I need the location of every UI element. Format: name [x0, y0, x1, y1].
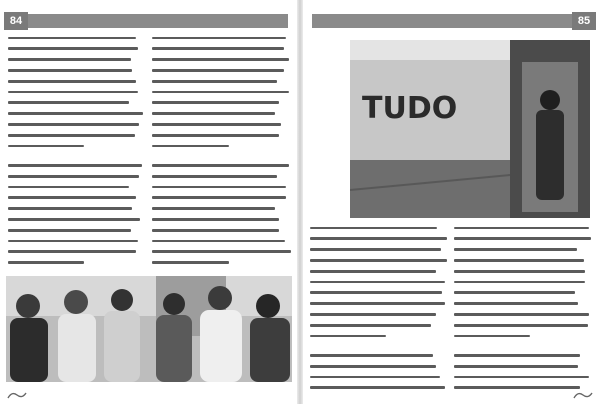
- page-number: 84: [4, 12, 28, 30]
- text-line: [310, 365, 448, 373]
- right-page: [302, 0, 600, 404]
- text-line: [454, 354, 592, 362]
- text-line: [152, 91, 292, 99]
- text-line: [454, 270, 592, 278]
- text-line: [454, 324, 592, 332]
- text-line: [152, 207, 292, 215]
- text-column-1: [8, 34, 146, 272]
- text-line: [8, 69, 146, 77]
- doorway-photo: [350, 40, 590, 218]
- text-line: [152, 164, 292, 172]
- text-line: [310, 386, 448, 394]
- text-line: [152, 37, 292, 45]
- text-line: [152, 196, 292, 204]
- text-line: [152, 261, 292, 269]
- text-line: [152, 229, 292, 237]
- text-line: [152, 112, 292, 120]
- text-line: [310, 237, 448, 245]
- group-photo: [6, 276, 292, 382]
- text-line: [8, 37, 146, 45]
- text-line: [310, 291, 448, 299]
- text-line: [8, 134, 146, 142]
- text-line: [152, 47, 292, 55]
- publication-logo-icon: [572, 390, 594, 400]
- text-line: [8, 164, 146, 172]
- text-line: [8, 229, 146, 237]
- text-line: [310, 354, 448, 362]
- text-line: [8, 186, 146, 194]
- text-line: [310, 281, 448, 289]
- text-column-1: [310, 224, 448, 394]
- text-line: [152, 101, 292, 109]
- text-line: [8, 218, 146, 226]
- text-line: [310, 270, 448, 278]
- text-line: [152, 69, 292, 77]
- text-line: [8, 145, 146, 153]
- page-number: 85: [572, 12, 596, 30]
- text-line: [152, 250, 292, 258]
- text-column-2: [152, 34, 292, 272]
- text-line: [454, 248, 592, 256]
- people-photo-graphic: [6, 276, 292, 382]
- text-line: [152, 145, 292, 153]
- text-line: [310, 324, 448, 332]
- text-line: [454, 376, 592, 384]
- text-line: [310, 227, 448, 235]
- building-photo-graphic: [350, 40, 590, 218]
- text-line: [454, 291, 592, 299]
- text-line: [454, 335, 592, 343]
- text-line: [454, 365, 592, 373]
- publication-logo-icon: [6, 390, 28, 400]
- text-line: [310, 376, 448, 384]
- header-bar: [312, 14, 574, 28]
- text-line: [454, 227, 592, 235]
- text-line: [310, 259, 448, 267]
- text-line: [152, 175, 292, 183]
- text-line: [152, 218, 292, 226]
- text-line: [8, 207, 146, 215]
- text-line: [8, 101, 146, 109]
- text-line: [310, 248, 448, 256]
- text-line: [8, 112, 146, 120]
- text-line: [8, 58, 146, 66]
- left-page: [0, 0, 298, 404]
- text-line: [310, 313, 448, 321]
- sign-text: TUDO: [362, 91, 458, 126]
- text-line: [8, 250, 146, 258]
- text-line: [152, 123, 292, 131]
- text-line: [454, 313, 592, 321]
- text-line: [8, 123, 146, 131]
- text-line: [310, 335, 448, 343]
- text-line: [8, 261, 146, 269]
- text-column-2: [454, 224, 592, 394]
- text-line: [152, 80, 292, 88]
- text-line: [152, 58, 292, 66]
- text-line: [8, 80, 146, 88]
- text-line: [8, 91, 146, 99]
- text-line: [310, 302, 448, 310]
- text-line: [8, 196, 146, 204]
- text-line: [454, 302, 592, 310]
- text-line: [8, 240, 146, 248]
- header-bar: [26, 14, 288, 28]
- text-line: [8, 47, 146, 55]
- text-line: [152, 240, 292, 248]
- text-line: [454, 259, 592, 267]
- text-line: [454, 281, 592, 289]
- text-line: [8, 175, 146, 183]
- text-line: [152, 186, 292, 194]
- text-line: [454, 237, 592, 245]
- text-line: [152, 134, 292, 142]
